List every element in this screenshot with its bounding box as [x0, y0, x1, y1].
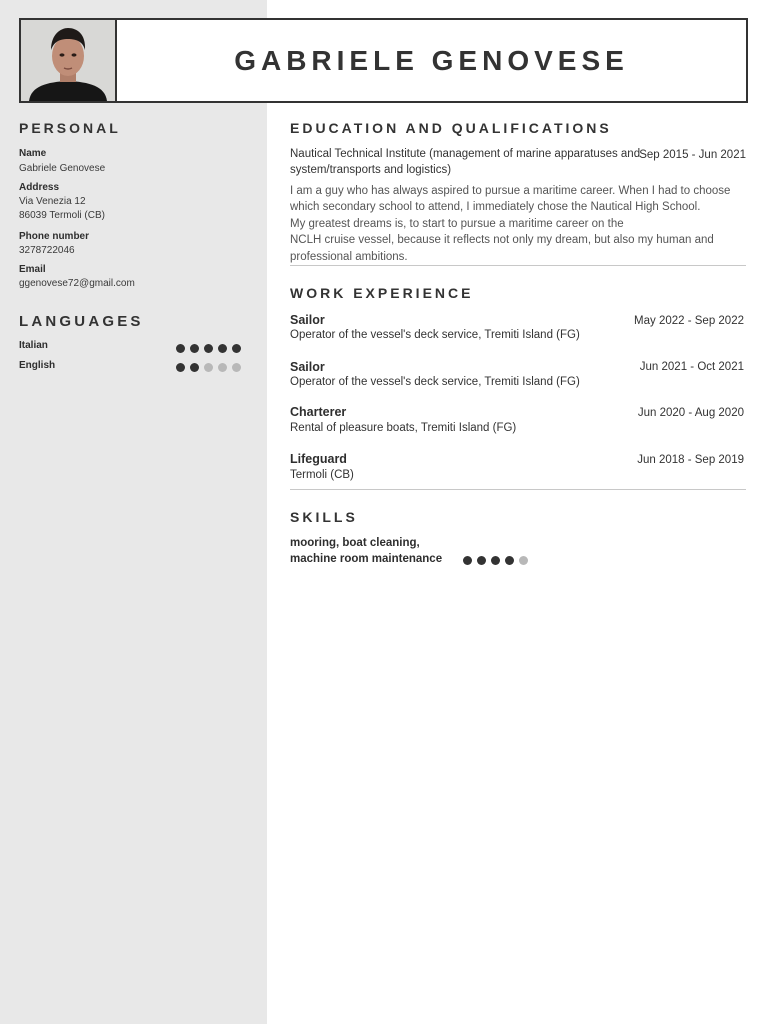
- summary-line: NCLH cruise vessel, because it reflects not only my dream, but also my human and: [290, 234, 714, 247]
- job-description: Operator of the vessel's deck service, Tremiti Island (FG): [290, 329, 580, 341]
- job-dates: Jun 2020 - Aug 2020: [637, 407, 744, 419]
- section-title-skills: SKILLS: [290, 509, 358, 525]
- job-title: Lifeguard: [290, 452, 347, 466]
- header-banner: [19, 18, 748, 103]
- section-title-education: EDUCATION AND QUALIFICATIONS: [290, 120, 612, 136]
- language-name-italian: Italian: [19, 340, 48, 351]
- job-title: Sailor: [290, 313, 325, 327]
- level-dot-empty: [218, 363, 227, 372]
- address-label: Address: [19, 182, 60, 193]
- job-description: Rental of pleasure boats, Tremiti Island (FG): [290, 422, 517, 434]
- email-value: ggenovese72@gmail.com: [19, 278, 135, 289]
- job-description: Termoli (CB): [290, 469, 354, 481]
- section-title-personal: PERSONAL: [19, 120, 121, 136]
- phone-value: 3278722046: [19, 245, 75, 256]
- job-title: Charterer: [290, 405, 347, 419]
- level-dot-filled: [204, 344, 213, 353]
- skills-line: mooring, boat cleaning,: [290, 537, 420, 549]
- education-dates: Sep 2015 - Jun 2021: [639, 149, 746, 161]
- level-dot-filled: [477, 556, 486, 565]
- language-level-italian: [176, 344, 241, 353]
- summary-line: I am a guy who has always aspired to pursue a maritime career. When I had to choose: [290, 185, 731, 197]
- job-description: Operator of the vessel's deck service, Tremiti Island (FG): [290, 376, 580, 388]
- language-name-english: English: [19, 360, 56, 371]
- job-dates: May 2022 - Sep 2022: [634, 315, 744, 327]
- address-line2: 86039 Termoli (CB): [19, 210, 105, 221]
- level-dot-filled: [176, 344, 185, 353]
- job-title: Sailor: [290, 360, 325, 374]
- level-dot-empty: [204, 363, 213, 372]
- divider: [290, 265, 746, 266]
- summary-line: professional ambitions.: [290, 250, 408, 263]
- language-level-english: [176, 363, 241, 372]
- section-title-languages: LANGUAGES: [19, 313, 144, 330]
- level-dot-filled: [491, 556, 500, 565]
- education-school-line2: system/transports and logistics): [290, 164, 452, 176]
- summary-line: My greatest dreams is, to start to pursue a maritime career on the: [290, 217, 624, 230]
- skills-line: machine room maintenance: [290, 552, 443, 565]
- education-school-line1: Nautical Technical Institute (management of marine apparatuses and: [290, 148, 641, 160]
- level-dot-filled: [190, 344, 199, 353]
- address-line1: Via Venezia 12: [19, 196, 86, 207]
- candidate-name: GABRIELE GENOVESE: [234, 44, 629, 76]
- phone-label: Phone number: [19, 231, 90, 242]
- level-dot-filled: [463, 556, 472, 565]
- job-dates: Jun 2018 - Sep 2019: [637, 454, 744, 466]
- name-value: Gabriele Genovese: [19, 163, 106, 174]
- level-dot-filled: [232, 344, 241, 353]
- section-title-work: WORK EXPERIENCE: [290, 285, 474, 301]
- profile-summary: [290, 183, 746, 265]
- name-label: Name: [19, 148, 47, 159]
- level-dot-filled: [190, 363, 199, 372]
- level-dot-empty: [519, 556, 528, 565]
- level-dot-filled: [218, 344, 227, 353]
- profile-photo: [21, 20, 117, 101]
- email-label: Email: [19, 264, 46, 275]
- level-dot-filled: [176, 363, 185, 372]
- job-dates: Jun 2021 - Oct 2021: [639, 361, 744, 373]
- summary-line: which secondary school to attend, I immediately chose the Nautical High School.: [290, 201, 701, 214]
- divider: [290, 489, 746, 490]
- level-dot-empty: [232, 363, 241, 372]
- skills-list: [290, 536, 442, 567]
- skills-level: [463, 556, 528, 565]
- level-dot-filled: [505, 556, 514, 565]
